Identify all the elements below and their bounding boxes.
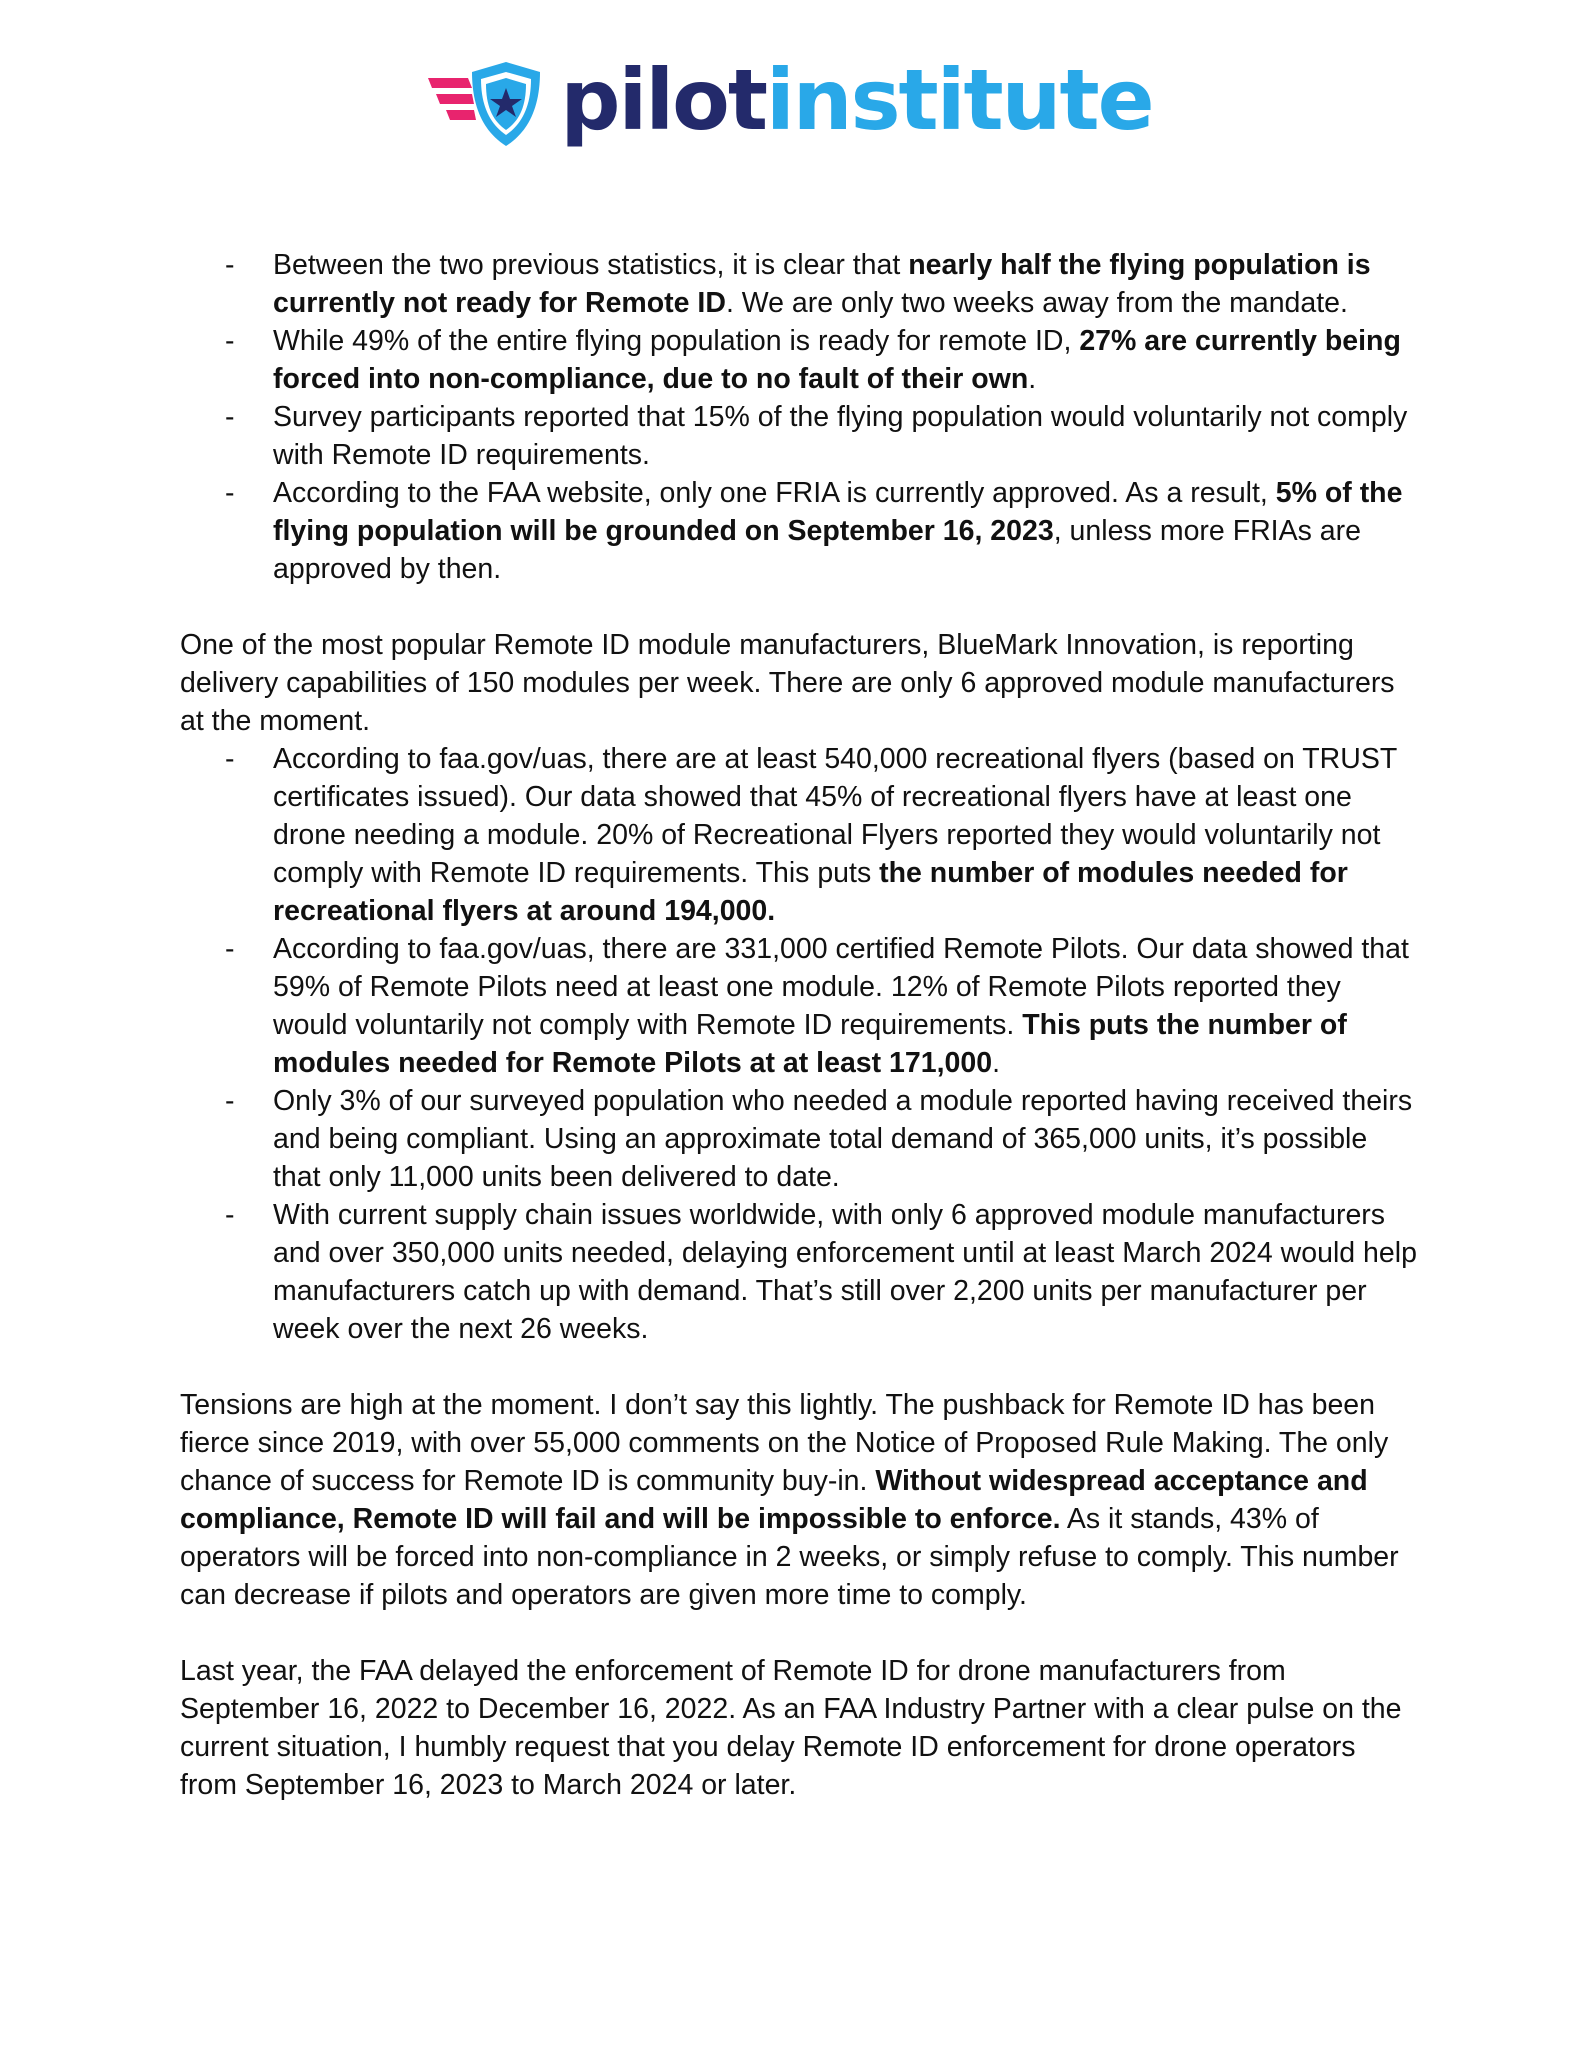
- text: .: [992, 1047, 1001, 1079]
- letter-body: [180, 246, 1420, 1804]
- shield-star-wings-icon: [428, 58, 546, 150]
- bullet-dash: -: [225, 1199, 235, 1231]
- list-item: [180, 246, 1420, 322]
- text: Only 3% of our surveyed population who needed a module reported having received theirs and being compliant. Using an approximate total demand of 365,000 units, it’s possible that only 11,000 units been delivered to date.: [273, 1085, 1413, 1193]
- bold-text: 27% are currently being forced into non-compliance, due to no fault of their own: [273, 325, 1401, 395]
- paragraph-tensions: [180, 1386, 1420, 1614]
- brand-wordmark: [560, 51, 1153, 149]
- text: According to faa.gov/uas, there are 331,000 certified Remote Pilots. Our data showed that 59% of Remote Pilots need at least one module. 12% of Remote Pilots reported they would voluntarily not comply with Remote ID requirements.: [273, 933, 1409, 1041]
- text: .: [1028, 363, 1037, 395]
- bold-text: Without widespread acceptance and compliance, Remote ID will fail and will be impossible to enforce.: [180, 1465, 1368, 1535]
- survey-findings-list: [180, 246, 1420, 588]
- bold-text: the number of modules needed for recreational flyers at around 194,000.: [273, 857, 1348, 927]
- list-item: [180, 474, 1420, 588]
- bullet-dash: -: [225, 1085, 235, 1117]
- list-item: [180, 1082, 1420, 1196]
- bold-text: nearly half the flying population is currently not ready for Remote ID: [273, 249, 1371, 319]
- text: Survey participants reported that 15% of the flying population would voluntarily not comply with Remote ID requirements.: [273, 401, 1408, 471]
- bold-text: 5% of the flying population will be grounded on September 16, 2023: [273, 477, 1403, 547]
- bullet-dash: -: [225, 401, 235, 433]
- text: Tensions are high at the moment. I don’t say this lightly. The pushback for Remote ID has been fierce since 2019, with over 55,000 comments on the Notice of Proposed Rule Making. The only chance of success for Remote ID is community buy-in.: [180, 1389, 1389, 1497]
- bullet-dash: -: [225, 477, 235, 509]
- list-item: [180, 398, 1420, 474]
- paragraph-manufacturers: One of the most popular Remote ID module manufacturers, BlueMark Innovation, is reporting delivery capabilities of 150 modules per week. There are only 6 approved module manufacturers at the moment.: [180, 629, 1395, 737]
- brand-part-pilot: pilot: [560, 51, 766, 149]
- bullet-dash: -: [225, 743, 235, 775]
- pilot-institute-logo: [0, 51, 1581, 150]
- text: While 49% of the entire flying population is ready for remote ID,: [273, 325, 1080, 357]
- list-item: [180, 930, 1420, 1082]
- list-item: [180, 1196, 1420, 1348]
- list-item: [180, 740, 1420, 930]
- text: . We are only two weeks away from the mandate.: [725, 287, 1348, 319]
- text: , unless more FRIAs are approved by then.: [273, 515, 1361, 585]
- module-demand-list: [180, 740, 1420, 1348]
- text: According to the FAA website, only one FRIA is currently approved. As a result,: [273, 477, 1276, 509]
- text: With current supply chain issues worldwide, with only 6 approved module manufacturers and over 350,000 units needed, delaying enforcement until at least March 2024 would help manufacturers catch up with demand. That’s still over 2,200 units per manufacturer per week over the next 26 weeks.: [273, 1199, 1417, 1345]
- brand-part-institute: institute: [765, 51, 1153, 149]
- bullet-dash: -: [225, 249, 235, 281]
- text: As it stands, 43% of operators will be forced into non-compliance in 2 weeks, or simply refuse to comply. This number can decrease if pilots and operators are given more time to comply.: [180, 1503, 1399, 1611]
- bullet-dash: -: [225, 325, 235, 357]
- bold-text: This puts the number of modules needed for Remote Pilots at at least 171,000: [273, 1009, 1347, 1079]
- text: Between the two previous statistics, it is clear that: [273, 249, 909, 281]
- paragraph-request: Last year, the FAA delayed the enforcement of Remote ID for drone manufacturers from September 16, 2022 to December 16, 2022. As an FAA Industry Partner with a clear pulse on the current situation, I humbly request that you delay Remote ID enforcement for drone operators from September 16, 2023 to March 2024 or later.: [180, 1655, 1402, 1801]
- text: According to faa.gov/uas, there are at least 540,000 recreational flyers (based on TRUST certificates issued). Our data showed that 45% of recreational flyers have at least one drone needing a module. 20% of Recreational Flyers reported they would voluntarily not comply with Remote ID requirements. This puts: [273, 743, 1397, 889]
- list-item: [180, 322, 1420, 398]
- bullet-dash: -: [225, 933, 235, 965]
